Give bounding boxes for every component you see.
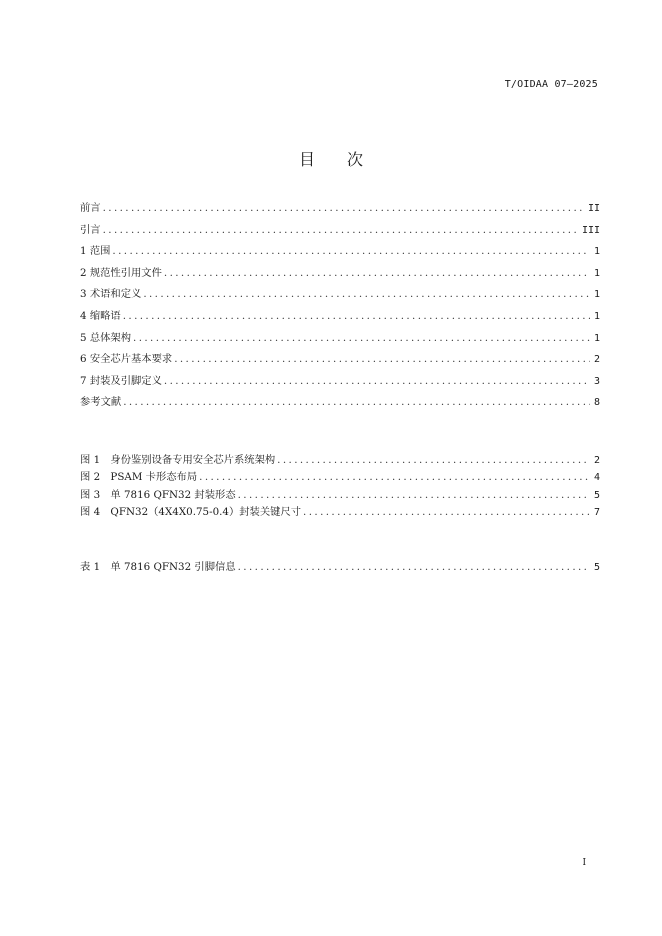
figure-entry-label: 图 3 单 7816 QFN32 封装形态 — [80, 488, 236, 501]
toc-entry-page: II — [587, 203, 600, 214]
toc-entry-label: 5 总体架构 — [80, 331, 132, 344]
toc-entry[interactable] — [80, 371, 600, 393]
leader-dots — [199, 469, 590, 486]
toc-entry[interactable] — [80, 220, 600, 242]
toc-entry-label: 6 安全芯片基本要求 — [80, 353, 173, 366]
toc-entry[interactable] — [80, 198, 600, 220]
toc-entry-page: 1 — [593, 267, 600, 279]
table-entry-label: 表 1 单 7816 QFN32 引脚信息 — [80, 561, 236, 573]
page-number: I — [582, 858, 586, 868]
leader-dots — [123, 392, 590, 414]
toc-list — [80, 198, 600, 414]
document-code: T/OIDAA 07—2025 — [504, 79, 598, 90]
leader-dots — [174, 349, 590, 371]
figure-entry-page: 4 — [593, 472, 600, 484]
toc-entry[interactable] — [80, 328, 600, 350]
toc-entry-page: III — [581, 224, 600, 236]
table-entry-page: 5 — [593, 562, 600, 573]
table-list — [80, 557, 600, 579]
figure-entry-label: 图 2 PSAM 卡形态布局 — [80, 471, 198, 484]
table-entry[interactable] — [80, 557, 600, 579]
leader-dots — [123, 306, 590, 328]
toc-entry-page: 8 — [593, 397, 600, 409]
toc-entry[interactable] — [80, 306, 600, 328]
toc-entry-label: 4 缩略语 — [80, 309, 121, 322]
toc-entry-page: 3 — [593, 375, 600, 387]
figure-entry[interactable] — [80, 469, 600, 486]
toc-title — [0, 147, 662, 170]
toc-entry-page: 1 — [593, 289, 600, 301]
toc-title-char-2: 次 — [347, 150, 364, 169]
figure-entry-label: 图 4 QFN32（4X4X0.75-0.4）封装关键尺寸 — [80, 506, 302, 519]
leader-dots — [238, 557, 590, 579]
figure-list — [80, 452, 600, 522]
toc-entry-label: 3 术语和定义 — [80, 288, 142, 301]
leader-dots — [103, 220, 578, 242]
leader-dots — [164, 371, 590, 393]
toc-entry-label: 参考文献 — [80, 396, 122, 409]
leader-dots — [103, 198, 584, 220]
toc-entry-label: 前言 — [80, 202, 101, 214]
figure-entry[interactable] — [80, 452, 600, 469]
toc-entry[interactable] — [80, 349, 600, 371]
toc-entry[interactable] — [80, 263, 600, 285]
toc-entry-label: 7 封装及引脚定义 — [80, 374, 162, 387]
leader-dots — [277, 452, 590, 469]
leader-dots — [133, 328, 590, 350]
figure-entry[interactable] — [80, 487, 600, 504]
toc-entry[interactable] — [80, 392, 600, 414]
toc-entry-page: 1 — [593, 246, 600, 258]
toc-entry[interactable] — [80, 284, 600, 306]
leader-dots — [238, 487, 590, 504]
figure-entry[interactable] — [80, 504, 600, 521]
leader-dots — [164, 263, 590, 285]
leader-dots — [143, 284, 590, 306]
leader-dots — [112, 241, 590, 263]
toc-entry-page: 1 — [593, 332, 600, 344]
toc-entry-label: 1 范围 — [80, 245, 111, 258]
figure-entry-label: 图 1 身份鉴别设备专用安全芯片系统架构 — [80, 454, 276, 466]
figure-entry-page: 7 — [593, 507, 600, 519]
toc-entry-page: 1 — [593, 310, 600, 322]
toc-entry-label: 引言 — [80, 223, 101, 236]
figure-entry-page: 2 — [593, 455, 600, 466]
toc-title-char-1: 目 — [298, 150, 315, 169]
toc-entry-label: 2 规范性引用文件 — [80, 266, 162, 279]
toc-entry[interactable] — [80, 241, 600, 263]
toc-entry-page: 2 — [593, 354, 600, 366]
figure-entry-page: 5 — [593, 489, 600, 501]
leader-dots — [303, 504, 590, 521]
